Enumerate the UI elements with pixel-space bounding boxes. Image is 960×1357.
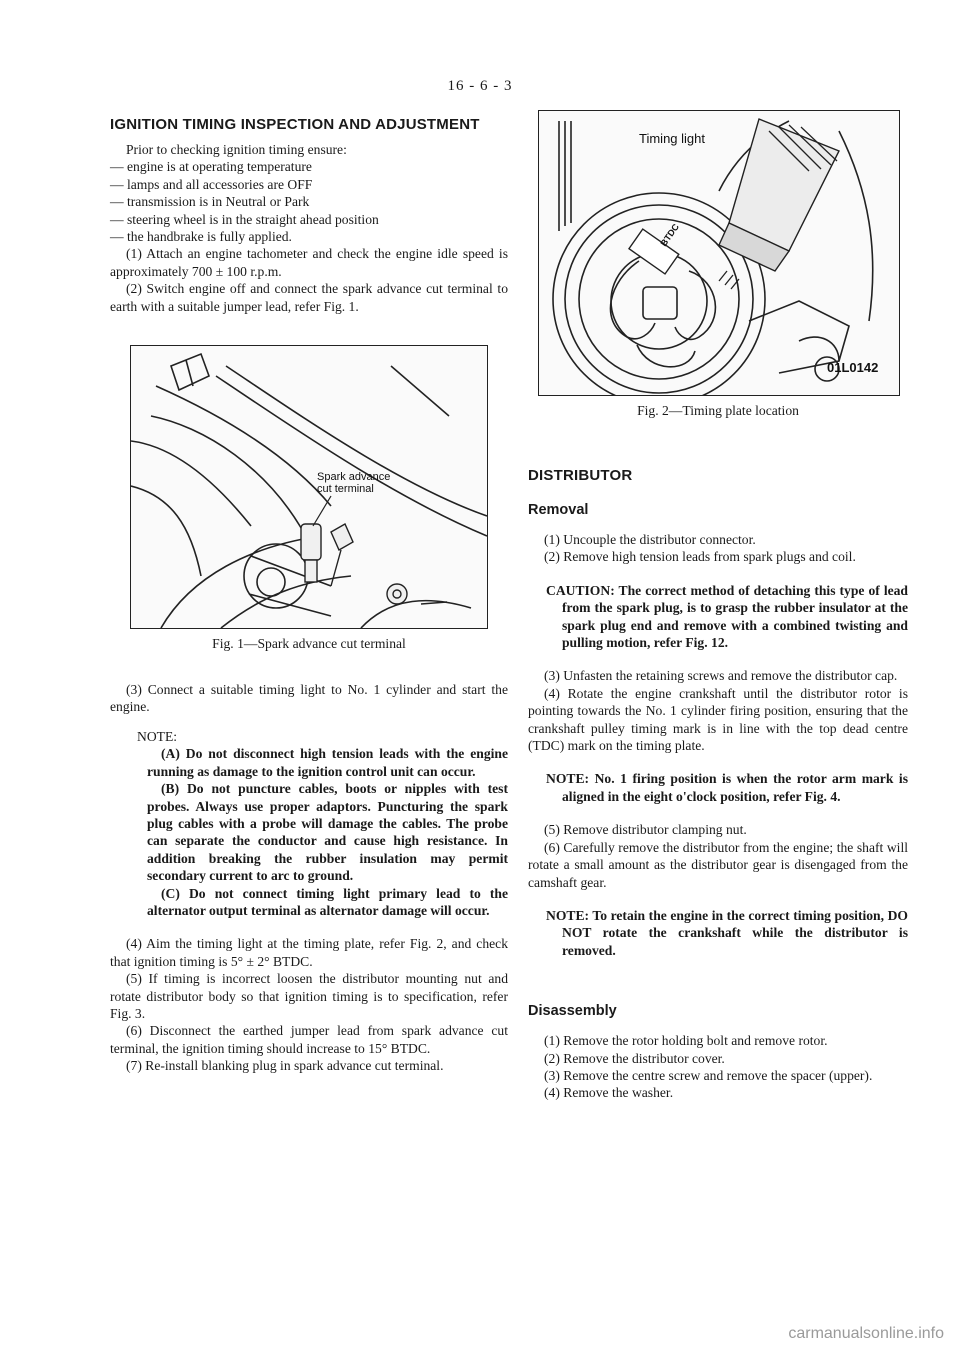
figure-1-caption: Fig. 1—Spark advance cut terminal: [212, 636, 406, 652]
disassembly-step-4: (4) Remove the washer.: [544, 1085, 674, 1101]
disassembly-step-1: (1) Remove the rotor holding bolt and remove rotor.: [544, 1033, 828, 1049]
note-block: [110, 728, 508, 919]
checklist-item: — the handbrake is fully applied.: [110, 229, 292, 245]
step-2: (2) Switch engine off and connect the spark advance cut terminal to earth with a suitable jumper lead, refer Fig. 1.: [110, 281, 508, 314]
figure-2-caption: Fig. 2—Timing plate location: [637, 403, 799, 418]
figure-1-spark-advance: [130, 345, 488, 629]
removal-step-6: (6) Carefully remove the distributor from the engine; the shaft will rotate a small amount as the distributor gear is disengaged from the camshaft gear.: [528, 839, 908, 890]
spark-advance-illustration: [131, 346, 487, 628]
timing-plate-illustration: [539, 111, 899, 395]
left-column: [110, 110, 508, 1075]
removal-step-4: (4) Rotate the engine crankshaft until the distributor rotor is pointing towards the No. 1 cylinder firing position, ensuring that the crankshaft pulley timing mark is in line with the top dead centre (TDC) mark on the timing plate.: [528, 685, 908, 754]
timing-plate-text: BTDC: [658, 221, 681, 249]
note-c: (C) Do not connect timing light primary lead to the alternator output terminal as alternator damage will occur.: [147, 885, 508, 918]
disassembly-step-2: (2) Remove the distributor cover.: [544, 1050, 725, 1066]
removal-step-5: (5) Remove distributor clamping nut.: [544, 822, 747, 838]
removal-step-3: (3) Unfasten the retaining screws and remove the distributor cap.: [544, 668, 898, 684]
checklist-item: — engine is at operating temperature: [110, 159, 312, 175]
right-column: [528, 110, 908, 1102]
page-number: 16 - 6 - 3: [447, 78, 513, 94]
subheading-disassembly: Disassembly: [528, 1003, 617, 1020]
note-firing-position: NOTE: No. 1 firing position is when the rotor arm mark is aligned in the eight o'clock position, refer Fig. 4.: [546, 771, 908, 804]
checklist: [110, 158, 508, 245]
note-timing-position: NOTE: To retain the engine in the correct timing position, DO NOT rotate the crankshaft while the distributor is removed.: [546, 907, 908, 958]
checklist-item: — transmission is in Neutral or Park: [110, 194, 310, 210]
spark-advance-label: Spark advance cut terminal: [317, 471, 391, 496]
removal-step-2: (2) Remove high tension leads from spark plugs and coil.: [544, 549, 856, 565]
checklist-item: — steering wheel is in the straight ahead position: [110, 211, 379, 227]
intro-text: Prior to checking ignition timing ensure:: [126, 142, 347, 157]
watermark: carmanualsonline.info: [788, 1325, 944, 1342]
disassembly-step-3: (3) Remove the centre screw and remove the spacer (upper).: [544, 1067, 873, 1083]
note-a: (A) Do not disconnect high tension leads with the engine running as damage to the ignition control unit can occur.: [147, 746, 508, 779]
caution-block: [528, 582, 908, 652]
section-heading-distributor: DISTRIBUTOR: [528, 467, 633, 484]
note-body: [137, 745, 508, 919]
figure-2-timing-plate: [538, 110, 900, 396]
note-b: (B) Do not puncture cables, boots or nipples with test probes. Always use proper adaptors. Puncturing the spark plug cables with a probe will damage the cables. The probe can separate the conductor and cause high resistance. In addition breaking the rubber insulation may permit secondary current to arc to ground.: [147, 781, 508, 884]
step-6: (6) Disconnect the earthed jumper lead from spark advance cut terminal, the ignition timing should increase to 15° BTDC.: [110, 1023, 508, 1056]
step-3: (3) Connect a suitable timing light to No. 1 cylinder and start the engine.: [110, 682, 508, 715]
removal-step-1: (1) Uncouple the distributor connector.: [544, 532, 756, 547]
step-1: (1) Attach an engine tachometer and check the engine idle speed is approximately 700 ± 100 r.p.m.: [110, 246, 508, 279]
step-7: (7) Re-install blanking plug in spark advance cut terminal.: [126, 1058, 444, 1074]
step-5: (5) If timing is incorrect loosen the distributor mounting nut and rotate distributor body so that ignition timing is to specification, refer Fig. 3.: [110, 971, 508, 1021]
section-heading-ignition-timing: IGNITION TIMING INSPECTION AND ADJUSTMENT: [110, 116, 480, 133]
figure-2-code: 01L0142: [827, 360, 879, 375]
note-title: NOTE:: [137, 728, 178, 744]
step-4: (4) Aim the timing light at the timing plate, refer Fig. 2, and check that ignition timing is 5° ± 2° BTDC.: [110, 936, 508, 969]
timing-light-label: Timing light: [639, 131, 705, 146]
checklist-item: — lamps and all accessories are OFF: [110, 176, 313, 192]
caution-text: CAUTION: The correct method of detaching this type of lead from the spark plug, is to grasp the rubber insulator at the spark plug end and remove with a combined twisting and pulling motion, refer Fig. 12.: [546, 582, 908, 651]
subheading-removal: Removal: [528, 502, 589, 518]
